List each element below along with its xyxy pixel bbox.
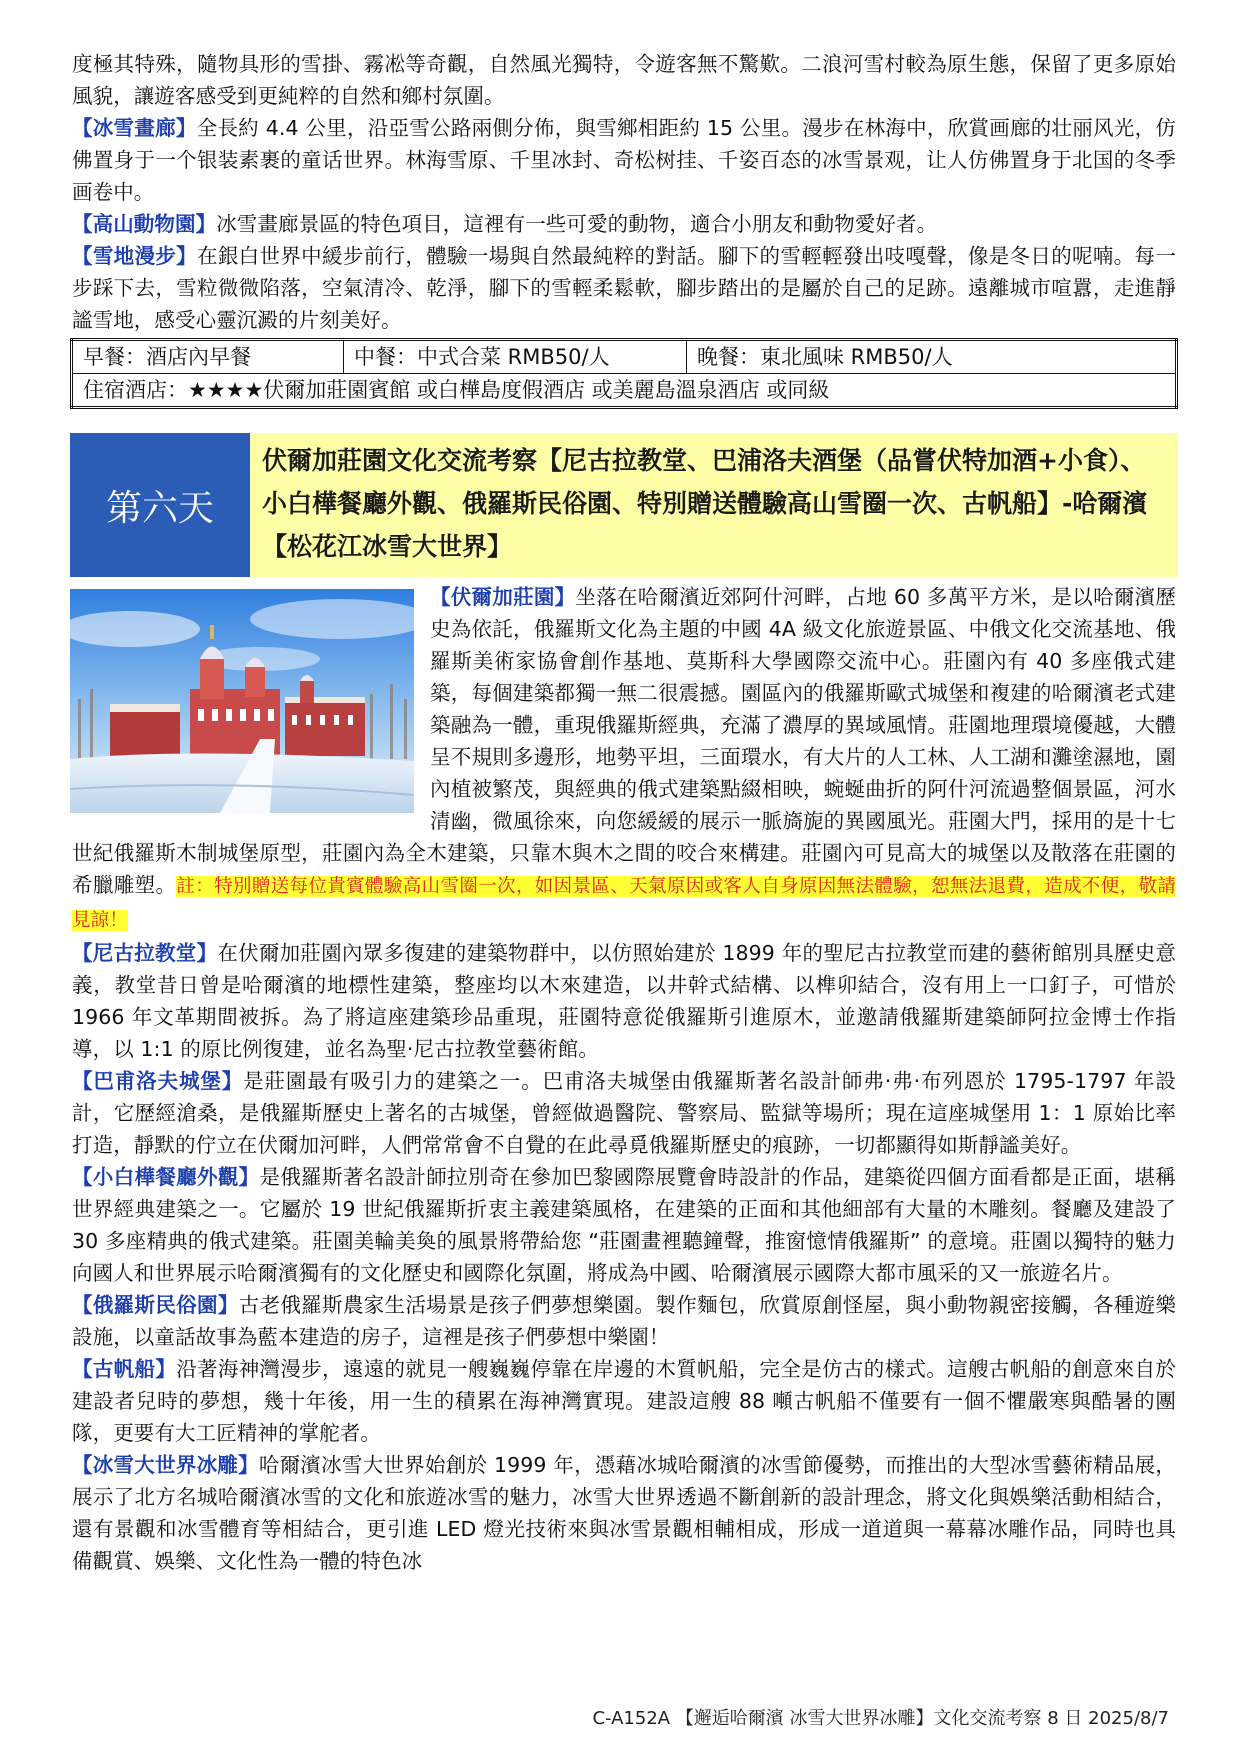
section-birch-restaurant	[72, 1161, 1176, 1289]
hotel-cell: 住宿酒店：★★★★伏爾加莊園賓館 或白樺島度假酒店 或美麗島溫泉酒店 或同級	[72, 374, 1177, 408]
section-body: 是莊園最有吸引力的建築之一。巴甫洛夫城堡由俄羅斯著名設計師弗·弗·布列恩於 1795-1797 年設計，它歷經滄桑，是俄羅斯歷史上著名的古城堡，曾經做過醫院、警察局、監獄等場所；現在這座城堡用 1：1 原始比率打造，靜默的佇立在伏爾加河畔，人們常常會不自覺的在此尋覓俄羅斯歷史的痕跡，一切都顯得如斯靜謐美好。	[72, 1069, 1176, 1157]
day-header	[70, 433, 1178, 577]
day-tag: 第六天	[70, 433, 250, 577]
section-heading: 【雪地漫步】	[72, 244, 198, 268]
section-ancient-ship	[72, 1353, 1176, 1449]
section-pavlov-castle	[72, 1065, 1176, 1161]
section-ice-world	[72, 1449, 1176, 1577]
day-title: 伏爾加莊園文化交流考察【尼古拉教堂、巴浦洛夫酒堡（品嘗伏特加酒+小食）、小白樺餐廳外觀、俄羅斯民俗園、特別贈送體驗高山雪圈一次、古帆船】-哈爾濱【松花江冰雪大世界】	[250, 433, 1178, 577]
lunch-cell: 中餐：中式合菜 RMB50/人	[344, 340, 687, 374]
document-page	[72, 48, 1176, 1577]
section-nicholas-church	[72, 937, 1176, 1065]
section-body: 坐落在哈爾濱近郊阿什河畔，占地 60 多萬平方米，是以哈爾濱歷史為依託，俄羅斯文化為主題的中國 4A 級文化旅遊景區、中俄文化交流基地、俄羅斯美術家協會創作基地、莫斯科大學國際交流中心。莊園內有 40 多座俄式建築，每個建築都獨一無二很震撼。園區內的俄羅斯歐式城堡和複建的哈爾濱老式建築融為一體，重現俄羅斯經典，充滿了濃厚的異域風情。莊園地理環境優越，大體呈不規則多邊形，地勢平坦，三面環水，有大片的人工林、人工湖和灘塗濕地，園內植被繁茂，與經典的俄式建築點綴相映，蜿蜒曲折的阿什河流過整個景區，河水清幽，微風徐來，向您緩緩的展示一脈旖旎的異國風光。莊園大門，採用的是十七世紀俄羅斯木制城堡原型，莊園內為全木建築，只靠木與木之間的咬合來構建。莊園內可見高大的城堡以及散落在莊園的希臘雕塑。	[72, 585, 1177, 897]
section-heading: 【俄羅斯民俗園】	[72, 1293, 239, 1317]
hotel-row	[72, 374, 1177, 408]
volga-block	[72, 581, 1176, 937]
section-ice-gallery	[72, 112, 1176, 208]
section-heading: 【古帆船】	[72, 1357, 177, 1381]
section-body: 是俄羅斯著名設計師拉別奇在參加巴黎國際展覽會時設計的作品，建築從四個方面看都是正面，堪稱世界經典建築之一。它屬於 19 世紀俄羅斯折衷主義建築風格，在建築的正面和其他細部有大量的木雕刻。餐廳及建設了 30 多座精典的俄式建築。莊園美輪美奐的風景將帶給您 “莊園畫裡聽鐘聲，推窗憶情俄羅斯” 的意境。莊園以獨特的魅力向國人和世界展示哈爾濱獨有的文化歷史和國際化氛圍，將成為中國、哈爾濱展示國際大都市風采的又一旅遊名片。	[72, 1165, 1176, 1285]
section-body: 在伏爾加莊園內眾多復建的建築物群中，以仿照始建於 1899 年的聖尼古拉教堂而建的藝術館別具歷史意義，教堂昔日曾是哈爾濱的地標性建築，整座均以木來建造，以井幹式結構、以榫卯結合，沒有用上一口釘子，可惜於 1966 年文革期間被拆。為了將這座建築珍品重現，莊園特意從俄羅斯引進原木，並邀請俄羅斯建築師阿拉金博士作指導，以 1:1 的原比例復建，並名為聖·尼古拉教堂藝術館。	[72, 941, 1176, 1061]
section-body: 在銀白世界中緩步前行，體驗一場與自然最純粹的對話。腳下的雪輕輕發出吱嘎聲，像是冬日的呢喃。每一步踩下去，雪粒微微陷落，空氣清冷、乾淨，腳下的雪輕柔鬆軟，腳步踏出的是屬於自己的足跡。遠離城市喧囂，走進靜謐雪地，感受心靈沉澱的片刻美好。	[72, 244, 1176, 332]
section-heading: 【小白樺餐廳外觀】	[72, 1165, 260, 1189]
section-mountain-zoo	[72, 208, 1176, 240]
volga-manor-photo	[70, 589, 414, 813]
section-body: 沿著海神灣漫步，遠遠的就見一艘巍巍停靠在岸邊的木質帆船，完全是仿古的樣式。這艘古帆船的創意來自於建設者兒時的夢想，幾十年後，用一生的積累在海神灣實現。建設這艘 88 噸古帆船不僅要有一個不懼嚴寒與酷暑的團隊，更要有大工匠精神的掌舵者。	[72, 1357, 1177, 1445]
meals-row	[72, 340, 1177, 374]
page-footer: C-A152A 【邂逅哈爾濱 冰雪大世界冰雕】文化交流考察 8 日 2025/8/7	[592, 1708, 1169, 1729]
section-heading: 【高山動物園】	[72, 212, 217, 236]
section-body: 冰雪畫廊景區的特色項目，這裡有一些可愛的動物，適合小朋友和動物愛好者。	[216, 212, 938, 236]
special-note: 註：特別贈送每位貴賓體驗高山雪圈一次，如因景區、天氣原因或客人自身原因無法體驗，恕無法退費，造成不便，敬請見諒！	[72, 876, 1177, 931]
section-folk-park	[72, 1289, 1176, 1353]
section-heading: 【伏爾加莊園】	[430, 585, 576, 609]
photo-icon	[70, 589, 414, 813]
intro-paragraph: 度極其特殊，隨物具形的雪掛、霧凇等奇觀，自然風光獨特，令遊客無不驚歎。二浪河雪村較為原生態，保留了更多原始風貌，讓遊客感受到更純粹的自然和鄉村氛圍。	[72, 52, 1176, 108]
section-heading: 【冰雪大世界冰雕】	[72, 1453, 259, 1477]
section-body: 古老俄羅斯農家生活場景是孩子們夢想樂園。製作麵包，欣賞原創怪屋，與小動物親密接觸，各種遊樂設施，以童話故事為藍本建造的房子，這裡是孩子們夢想中樂園！	[72, 1293, 1176, 1349]
dinner-cell: 晚餐：東北風味 RMB50/人	[687, 340, 1177, 374]
section-body: 哈爾濱冰雪大世界始創於 1999 年，憑藉冰城哈爾濱的冰雪節優勢，而推出的大型冰雪藝術精品展，展示了北方名城哈爾濱冰雪的文化和旅遊冰雪的魅力，冰雪大世界透過不斷創新的設計理念，將文化與娛樂活動相結合，還有景觀和冰雪體育等相結合，更引進 LED 燈光技術來與冰雪景觀相輔相成，形成一道道與一幕幕冰雕作品，同時也具備觀賞、娛樂、文化性為一體的特色冰	[72, 1453, 1177, 1573]
section-snow-walk	[72, 240, 1176, 336]
breakfast-cell: 早餐：酒店內早餐	[72, 340, 344, 374]
section-heading: 【尼古拉教堂】	[72, 941, 218, 965]
meals-table	[70, 338, 1178, 409]
section-body: 全長約 4.4 公里，沿亞雪公路兩側分佈，與雪鄉相距約 15 公里。漫步在林海中，欣賞画廊的壮丽风光，仿佛置身于一个银装素裹的童话世界。林海雪原、千里冰封、奇松树挂、千姿百态的冰雪景观，让人仿佛置身于北国的冬季画卷中。	[72, 116, 1176, 204]
section-heading: 【冰雪畫廊】	[72, 116, 197, 140]
section-heading: 【巴甫洛夫城堡】	[72, 1069, 244, 1093]
